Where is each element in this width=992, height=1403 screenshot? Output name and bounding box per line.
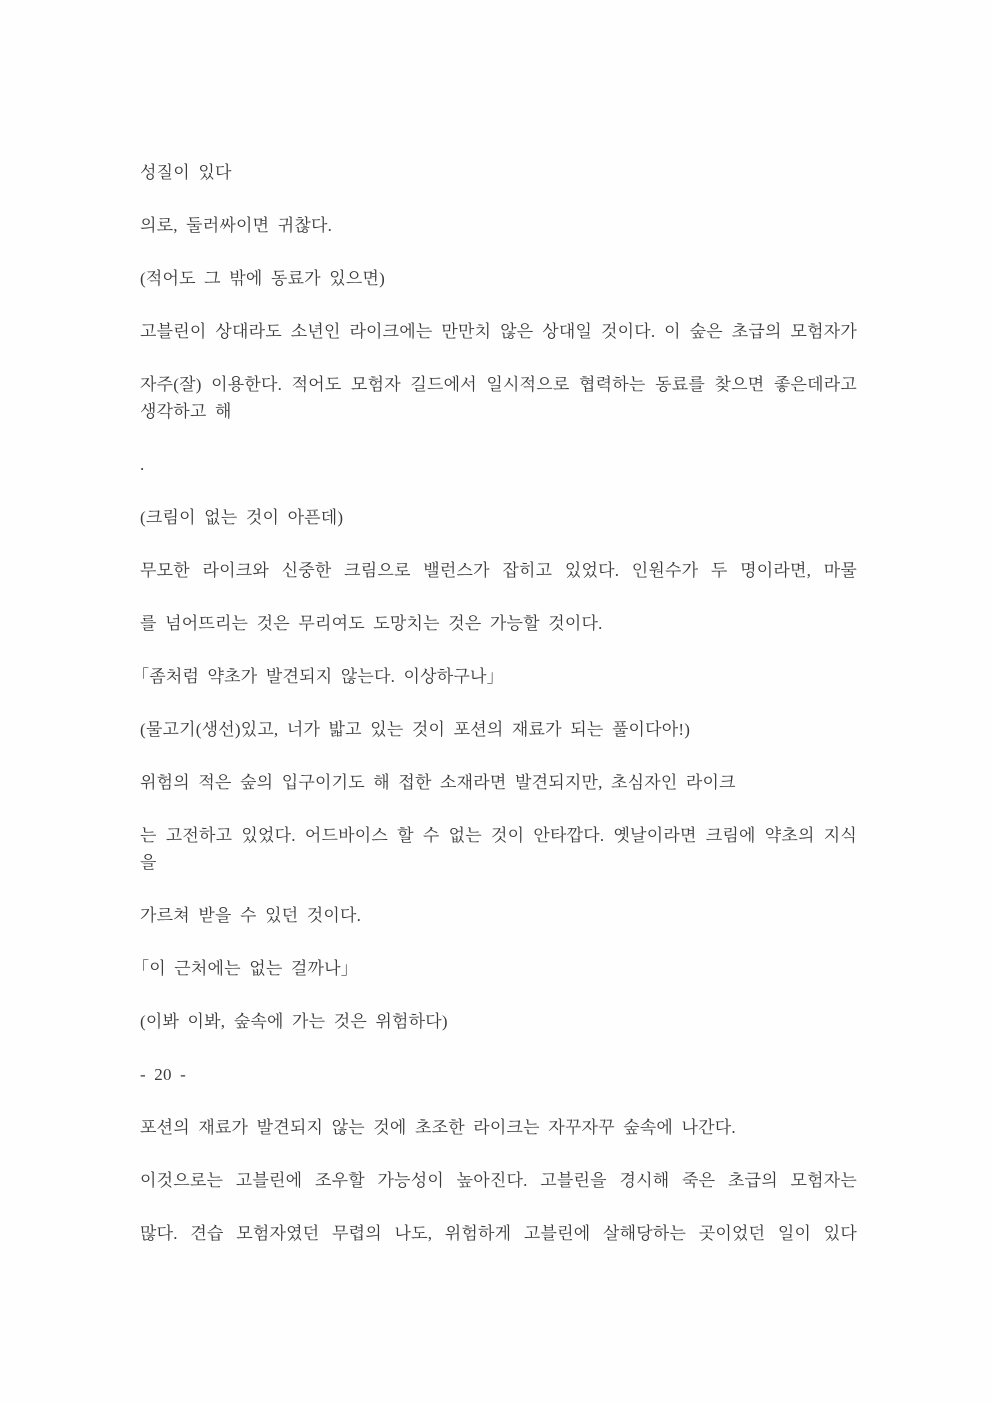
- text-line: 성질이 있다: [140, 163, 232, 182]
- text-line: 가르쳐 받을 수 있던 것이다.: [140, 906, 362, 925]
- text-line: (이봐 이봐, 숲속에 가는 것은 위험하다): [140, 1012, 448, 1031]
- text-line: 을: [140, 853, 157, 872]
- text-line: 의로, 둘러싸이면 귀찮다.: [140, 216, 333, 235]
- text-line: 자주(잘) 이용한다. 적어도 모험자 길드에서 일시적으로 협력하는 동료를 찾으면 좋은데라고: [140, 375, 857, 394]
- text-line: 는 고전하고 있었다. 어드바이스 할 수 없는 것이 안타깝다. 옛날이라면 크림에 약초의 지식: [140, 826, 857, 845]
- text-line: 「좀처럼 약초가 발견되지 않는다. 이상하구나」: [132, 667, 504, 686]
- text-line: .: [140, 455, 145, 474]
- text-line: 이것으로는 고블린에 조우할 가능성이 높아진다. 고블린을 경시해 죽은 초급의 모험자는: [140, 1171, 857, 1190]
- text-line: 포션의 재료가 발견되지 않는 것에 초조한 라이크는 자꾸자꾸 숲속에 나간다.: [140, 1118, 736, 1137]
- text-line: (적어도 그 밖에 동료가 있으면): [140, 269, 385, 288]
- text-line: 생각하고 해: [140, 402, 232, 421]
- text-line: 고블린이 상대라도 소년인 라이크에는 만만치 않은 상대일 것이다. 이 숲은 초급의 모험자가: [140, 322, 857, 341]
- text-line: (물고기(생선)있고, 너가 밟고 있는 것이 포션의 재료가 되는 풀이다아!): [140, 720, 691, 739]
- text-line: 를 넘어뜨리는 것은 무리여도 도망치는 것은 가능할 것이다.: [140, 614, 603, 633]
- text-line: 위험의 적은 숲의 입구이기도 해 접한 소재라면 발견되지만, 초심자인 라이크: [140, 773, 736, 792]
- text-column: [132, 159, 857, 1247]
- text-line: 「이 근처에는 없는 걸까나」: [132, 959, 358, 978]
- page-number: - 20 -: [140, 1065, 187, 1084]
- text-line: 무모한 라이크와 신중한 크림으로 밸런스가 잡히고 있었다. 인원수가 두 명이라면, 마물: [140, 561, 857, 580]
- text-line: (크림이 없는 것이 아픈데): [140, 508, 344, 527]
- text-line: 많다. 견습 모험자였던 무렵의 나도, 위험하게 고블린에 살해당하는 곳이었던 일이 있다: [140, 1224, 857, 1243]
